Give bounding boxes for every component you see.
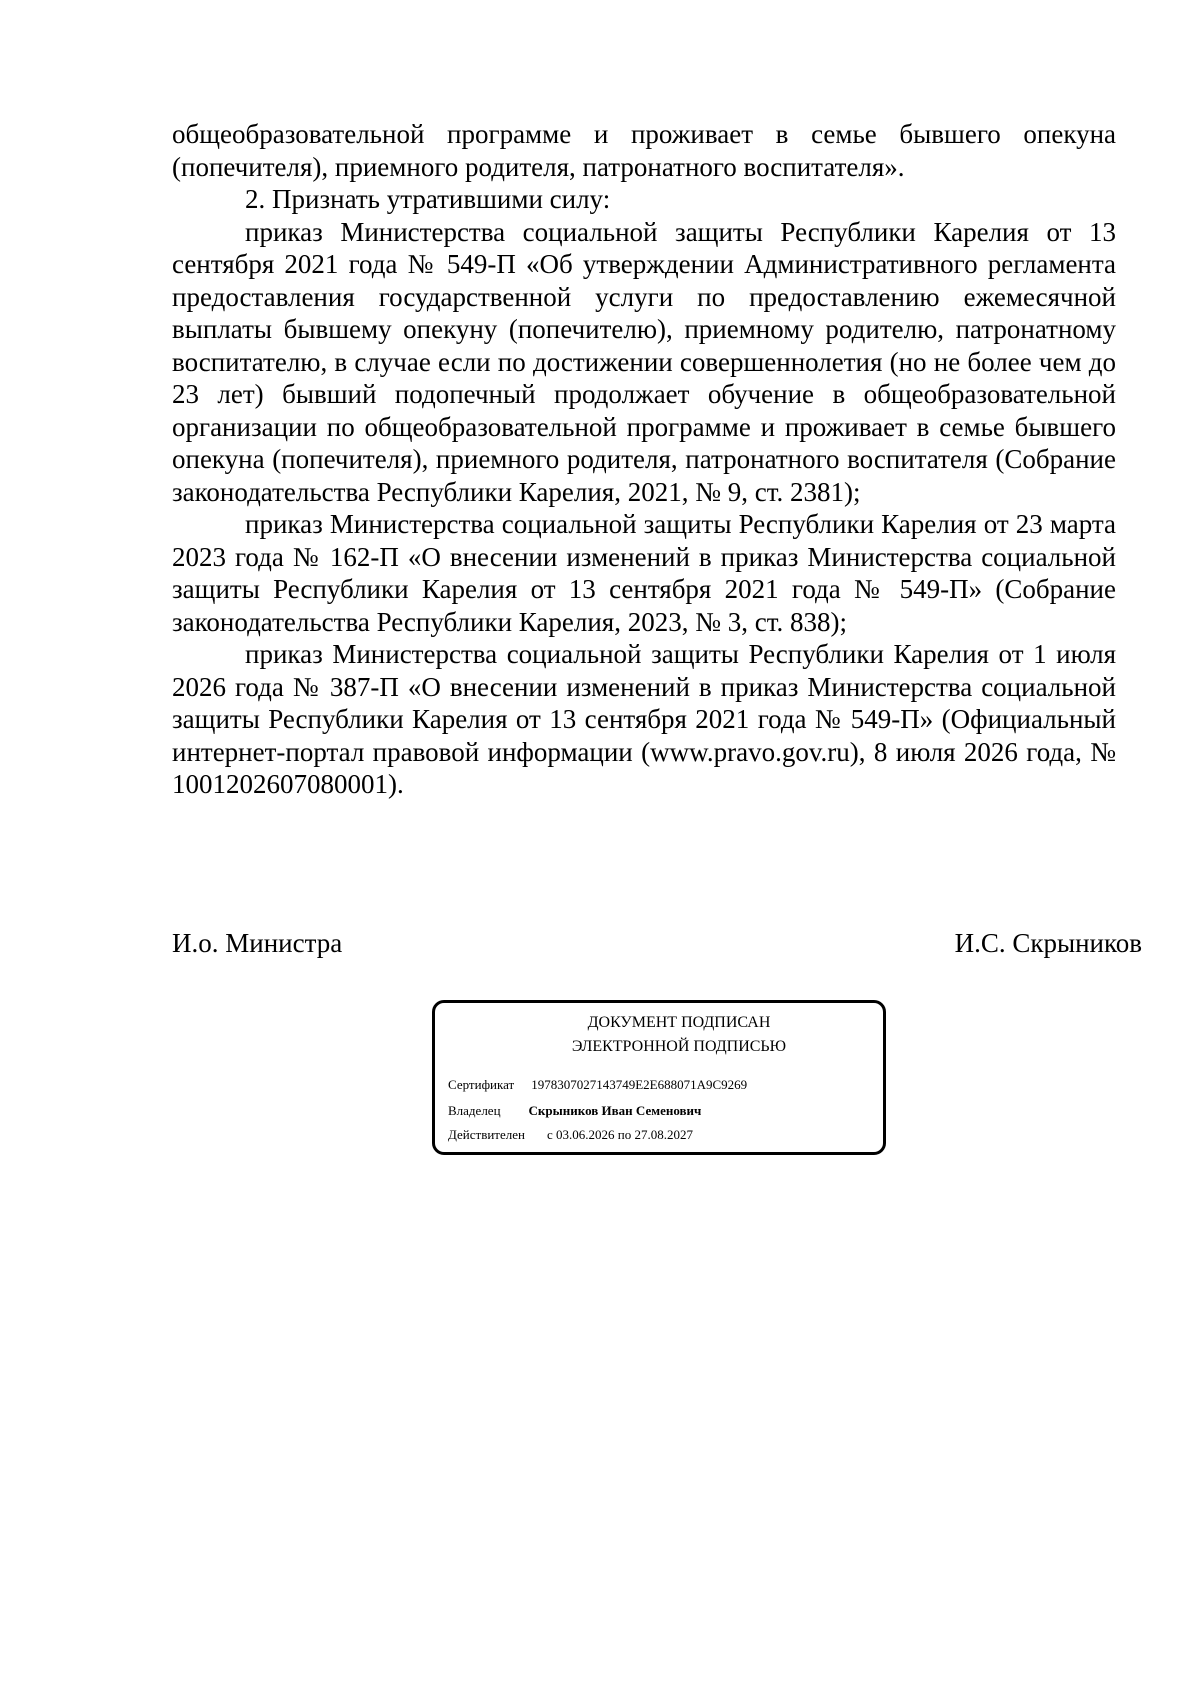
signatory-name: И.С. Скрыников (954, 928, 1142, 958)
paragraph-order-549: приказ Министерства социальной защиты Республики Карелия от 13 сентября 2021 года № 549-П «Об утверждении Административного регламента предоставления государственной услуги по предоставлению ежемесячной выплаты бывшему опекуну (попечителю), приемному родителю, патронатному воспитателю, в случае если по достижении совершеннолетия (но не более чем до 23 лет) бывший подопечный продолжает обучение в общеобразовательной организации по общеобразовательной программе и проживает в семье бывшего опекуна (попечителя), приемного родителя, патронатного воспитателя (Собрание законодательства Республики Карелия, 2021, № 9, ст. 2381); (172, 216, 1116, 507)
stamp-owner-row (448, 1103, 701, 1119)
paragraph-order-162: приказ Министерства социальной защиты Республики Карелия от 23 марта 2023 года № 162-П «О внесении изменений в приказ Министерства социальной защиты Республики Карелия от 13 сентября 2021 года № 549-П» (Собрание законодательства Республики Карелия, 2023, № 3, ст. 838); (172, 509, 1116, 637)
certificate-label: Сертификат (448, 1077, 515, 1092)
paragraph-order-387: приказ Министерства социальной защиты Республики Карелия от 1 июля 2026 года № 387-П «О внесении изменений в приказ Министерства социальной защиты Республики Карелия от 13 сентября 2021 года № 549-П» (Официальный интернет-портал правовой информации (www.pravo.gov.ru), 8 июля 2026 года, № 1001202607080001). (172, 639, 1116, 799)
stamp-validity-row (448, 1127, 693, 1143)
validity-label: Действителен (448, 1127, 525, 1142)
paragraph-item-2: 2. Признать утратившими силу: (245, 184, 611, 214)
owner-label: Владелец (448, 1103, 501, 1118)
document-body (172, 118, 1116, 801)
stamp-header-line1: ДОКУМЕНТ ПОДПИСАН (587, 1014, 771, 1031)
paragraph-continuation: общеобразовательной программе и проживает в семье бывшего опекуна (попечителя), приемного родителя, патронатного воспитателя». (172, 119, 1116, 182)
stamp-certificate-row (448, 1077, 747, 1093)
certificate-value: 1978307027143749E2E688071A9C9269 (531, 1077, 748, 1092)
validity-value: с 03.06.2026 по 27.08.2027 (546, 1127, 693, 1142)
stamp-header (475, 1011, 883, 1059)
electronic-signature-stamp (432, 1000, 886, 1155)
owner-value: Скрыников Иван Семенович (528, 1103, 702, 1118)
stamp-header-line2: ЭЛЕКТРОННОЙ ПОДПИСЬЮ (571, 1038, 787, 1055)
signatory-title: И.о. Министра (172, 928, 343, 958)
